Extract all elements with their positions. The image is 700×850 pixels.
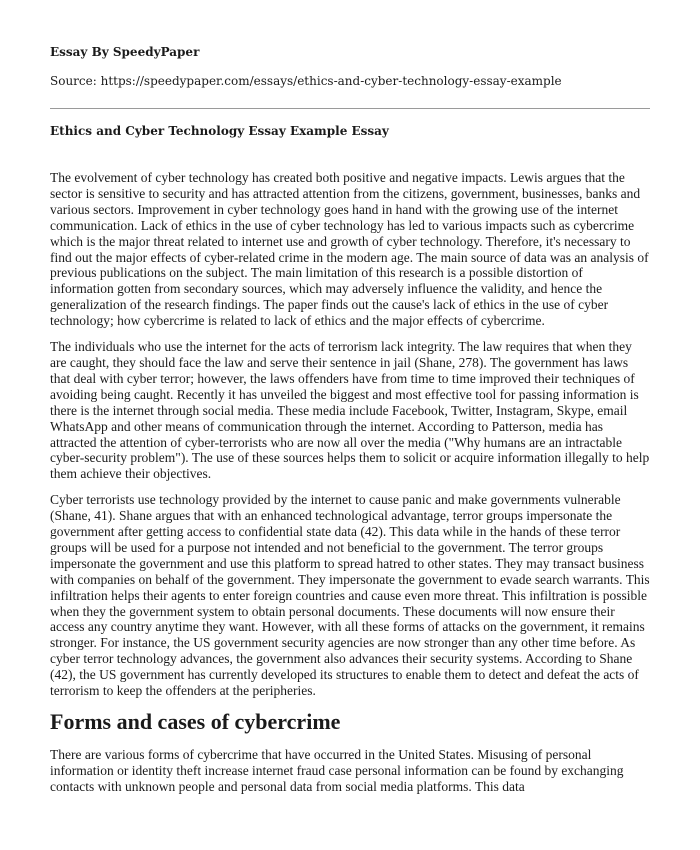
header-divider: [50, 108, 650, 109]
source-line: Source: https://speedypaper.com/essays/ethics-and-cyber-technology-essay-example: [50, 74, 562, 88]
paragraph-1: The evolvement of cyber technology has created both positive and negative impacts. Lewis argues that the sector is sensitive to security and has attracted attention from the citizens, government, businesses, banks and various sectors. Improvement in cyber technology goes hand in hand with the growing use of the internet communication. Lack of ethics in the use of cyber technology has led to various impacts such as cybercrime which is the major threat related to internet use and growth of cyber technology. Therefore, it's necessary to find out the major effects of cyber-related crime in the modern age. The main source of data was an analysis of previous publications on the subject. The main limitation of this research is a possible distortion of information gotten from secondary sources, which may adversely influence the validity, and hence the generalization of the research findings. The paper finds out the cause's lack of ethics in the use of cyber technology; how cybercrime is related to lack of ethics and the major effects of cybercrime.: [50, 170, 649, 329]
section-paragraph: There are various forms of cybercrime that have occurred in the United States. Misusing of personal information or identity theft increase internet fraud case personal information can be found by exchanging contacts with unknown people and personal data from social media platforms. This data: [50, 747, 624, 794]
document-header-title: Essay By SpeedyPaper: [50, 45, 200, 59]
essay-title: Ethics and Cyber Technology Essay Example Essay: [50, 124, 389, 138]
section-heading: Forms and cases of cybercrime: [50, 709, 341, 734]
essay-body: [50, 170, 650, 805]
paragraph-3: Cyber terrorists use technology provided by the internet to cause panic and make governments vulnerable (Shane, 41). Shane argues that with an enhanced technological advantage, terror groups impersonate the government after getting access to confidential state data (42). This data while in the hands of these terror groups will be used for a purpose not intended and not beneficial to the government. The terror groups impersonate the government and use this platform to spread hatred to other states. They may transact business with companies on behalf of the government. They impersonate the government to evade search warrants. This infiltration helps their agents to enter foreign countries and cause even more threat. This infiltration is possible when they the government system to obtain personal documents. These documents will now ensure their access any country anytime they want. However, with all these forms of attacks on the government, it remains stronger. For instance, the US government security agencies are now stronger than any other time before. As cyber terror technology advances, the government also advances their security systems. According to Shane (42), the US government has currently developed its structures to enable them to detect and defeat the acts of terrorism to keep the offenders at the peripheries.: [50, 492, 650, 699]
paragraph-2: The individuals who use the internet for the acts of terrorism lack integrity. The law requires that when they are caught, they should face the law and serve their sentence in jail (Shane, 278). The government has laws that deal with cyber terror; however, the laws offenders have from time to time improved their techniques of avoiding being caught. Recently it has unveiled the biggest and most effective tool for passing information is there is the internet through social media. These media include Facebook, Twitter, Instagram, Skype, email WhatsApp and other means of communication through the internet. According to Patterson, media has attracted the attention of cyber-terrorists who are now all over the media ("Why humans are an intractable cyber-security problem"). The use of these sources helps them to solicit or acquire information illegally to help them achieve their objectives.: [50, 339, 650, 482]
